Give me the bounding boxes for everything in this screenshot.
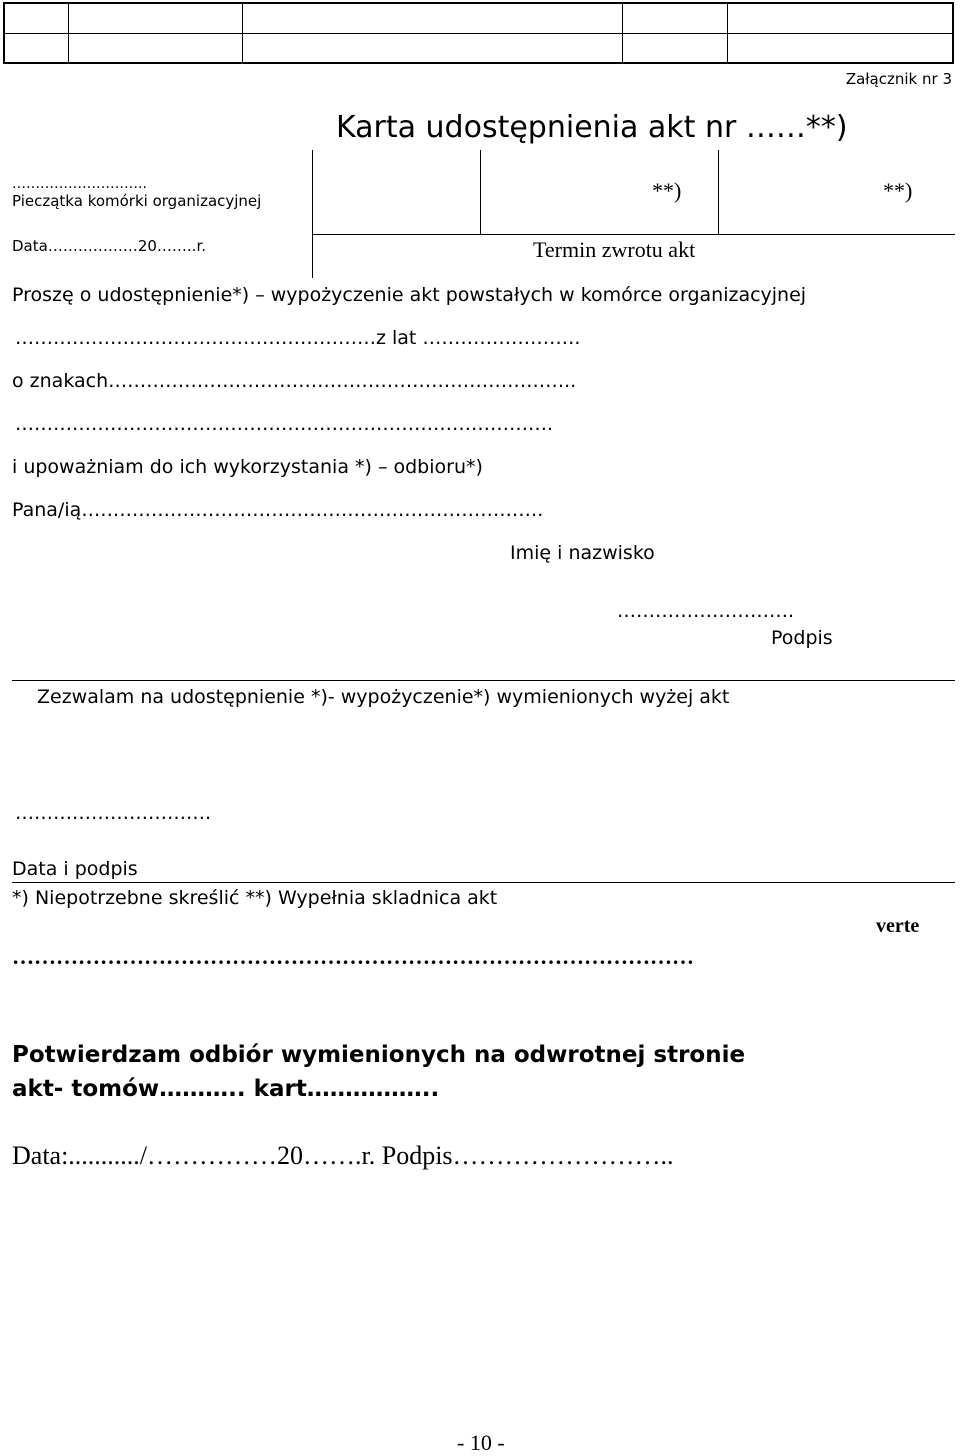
- request-line-4: ………………………………………………………………………….: [15, 413, 554, 435]
- approval-dots: ………………………….: [15, 802, 212, 824]
- approval-text: Zezwalam na udostępnienie *)- wypożyczenie*) wymienionych wyżej akt: [37, 686, 730, 708]
- separator-dots: …………………………………………………………………………………: [12, 944, 694, 969]
- column-divider: [312, 234, 955, 235]
- page-title: Karta udostępnienia akt nr ……**): [336, 110, 848, 145]
- date-line: Data………………20……..r.: [12, 237, 206, 255]
- stamp-dots: ………………………..: [12, 176, 147, 192]
- name-label: Imię i nazwisko: [510, 542, 655, 564]
- request-line-5: i upoważniam do ich wykorzystania *) – odbioru*): [12, 456, 483, 478]
- confirm-line-2: akt- tomów……….. kart……………..: [12, 1076, 440, 1102]
- col1-note: **): [652, 178, 682, 203]
- column-divider: [312, 150, 313, 278]
- request-line-1: Proszę o udostępnienie*) – wypożyczenie akt powstałych w komórce organizacyjnej: [12, 284, 807, 306]
- table-column-divider: [242, 4, 243, 62]
- column-divider: [718, 150, 719, 234]
- section-divider: [12, 680, 955, 681]
- verte-label: verte: [876, 915, 920, 937]
- confirm-line-3: Data:.........../……………20…….r. Podpis……………………..: [12, 1141, 674, 1170]
- signature-dots: ……………………….: [617, 600, 795, 622]
- section-divider: [12, 882, 955, 883]
- table-column-divider: [727, 4, 728, 62]
- request-line-2: …………………………………………………z lat …………………….: [15, 327, 581, 349]
- header-table: [3, 2, 954, 64]
- return-term-label: Termin zwrotu akt: [533, 237, 696, 262]
- column-divider: [480, 150, 481, 234]
- stamp-label: Pieczątka komórki organizacyjnej: [12, 192, 262, 210]
- page-number: - 10 -: [457, 1430, 505, 1455]
- table-divider: [5, 33, 952, 34]
- request-line-3: o znakach………………………………………………………………..: [12, 370, 577, 392]
- signature-label: Podpis: [771, 627, 833, 649]
- table-column-divider: [68, 4, 69, 62]
- confirm-line-1: Potwierdzam odbiór wymienionych na odwrotnej stronie: [12, 1042, 746, 1068]
- footnote: *) Niepotrzebne skreślić **) Wypełnia skladnica akt: [12, 887, 498, 909]
- attachment-label: Załącznik nr 3: [845, 70, 952, 88]
- table-column-divider: [622, 4, 623, 62]
- col2-note: **): [883, 178, 913, 203]
- request-line-6: Pana/ią……………………………………………………………….: [12, 499, 544, 521]
- approval-date-sign: Data i podpis: [12, 858, 138, 880]
